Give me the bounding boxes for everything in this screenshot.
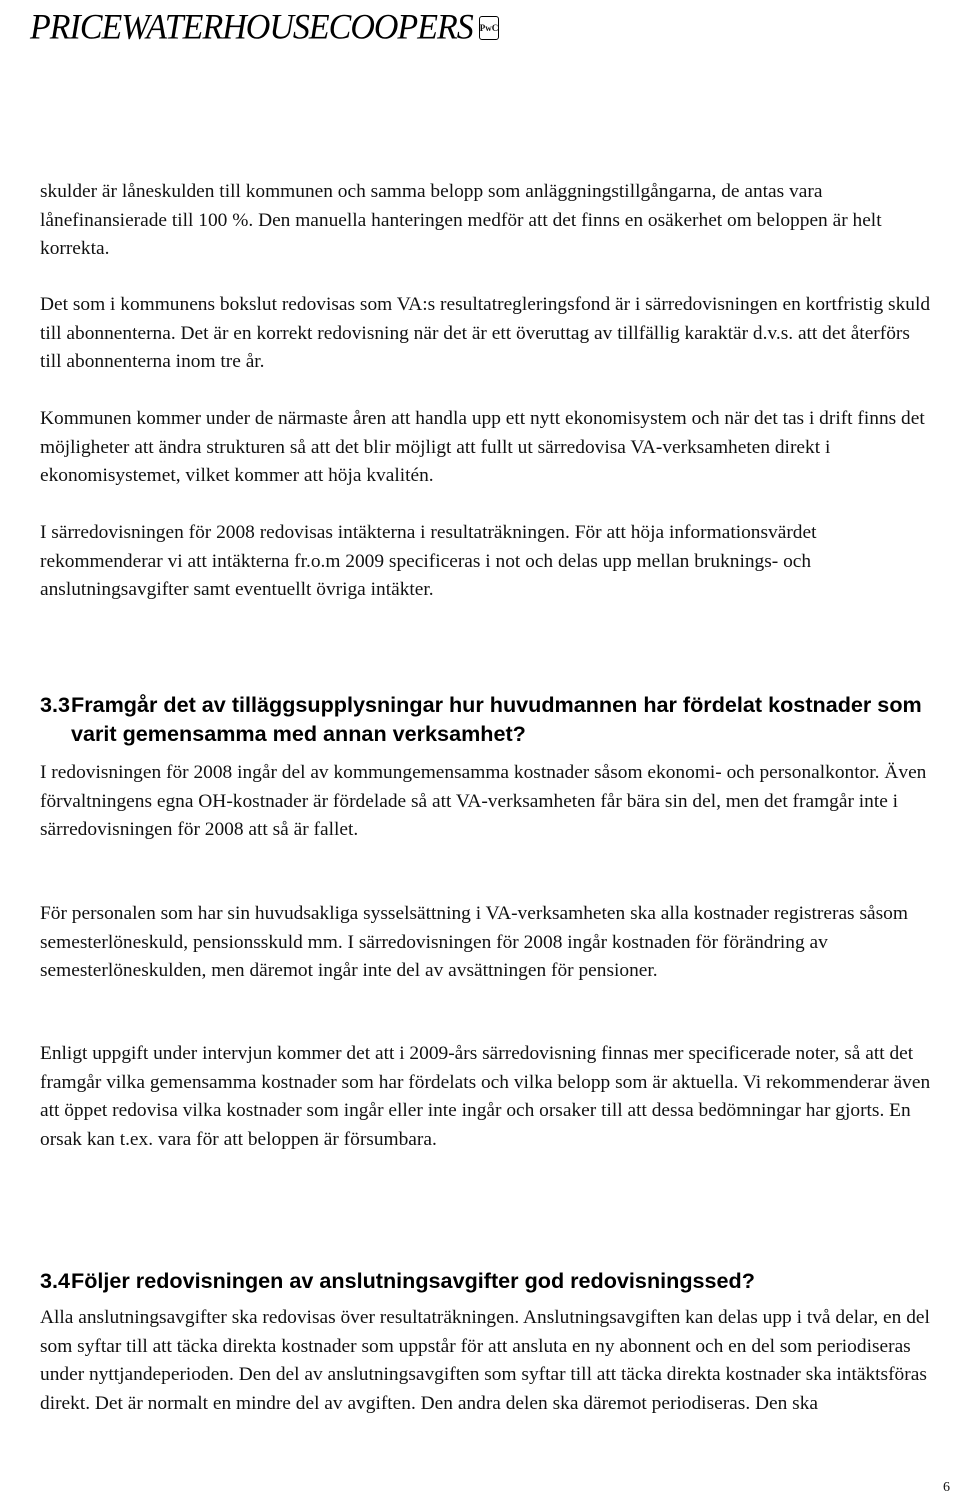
- paragraph-7: Enligt uppgift under intervjun kommer det att i 2009-års särredovisning finnas mer specificerade noter, så att det framgår vilka gemensamma kostnader som har fördelats och vilka belopp som är aktuella. Vi rekommenderar även att öppet redovisa vilka kostnader som ingår eller inte ingår och orsaker till att dessa bedömningar har gjorts. En orsak kan t.ex. vara för att beloppen är försumbara.: [40, 1043, 931, 1150]
- section-number: 3.3: [40, 692, 71, 717]
- section-number: 3.4: [40, 1268, 71, 1293]
- logo-seal-icon: PwC: [479, 16, 500, 40]
- paragraph-5: I redovisningen för 2008 ingår del av kommungemensamma kostnader såsom ekonomi- och personalkontor. Även förvaltningens egna OH-kostnader är fördelade så att VA-verksamheten får bära sin del, men det framgår inte i särredovisningen för 2008 att så är fallet.: [40, 762, 927, 841]
- paragraph-3: Kommunen kommer under de närmaste åren att handla upp ett nytt ekonomisystem och när det tas i drift finns det möjligheter att ändra strukturen så att det blir möjligt att fullt ut särredovisa VA-verksamheten direkt i ekonomisystemet, vilket kommer att höja kvalitén.: [40, 408, 925, 487]
- company-logo: [30, 8, 499, 48]
- section-heading-3-4: [40, 1266, 940, 1295]
- page-number: 6: [943, 1480, 950, 1495]
- section-heading-3-3: [40, 690, 940, 748]
- section-title: Följer redovisningen av anslutningsavgifter god redovisningssed?: [71, 1268, 755, 1293]
- logo-wordmark: PRICEWATERHOUSECOOPERS: [30, 8, 473, 47]
- paragraph-1: skulder är låneskulden till kommunen och samma belopp som anläggningstillgångarna, de antas vara lånefinansierade till 100 %. Den manuella hanteringen medför att det finns en osäkerhet om beloppen är helt korrekta.: [40, 181, 882, 260]
- paragraph-2: Det som i kommunens bokslut redovisas som VA:s resultatregleringsfond är i särredovisningen en kortfristig skuld till abonnenterna. Det är en korrekt redovisning när det är ett överuttag av tillfällig karaktär d.v.s. att det återförs till abonnenterna inom tre år.: [40, 294, 931, 373]
- paragraph-8: Alla anslutningsavgifter ska redovisas över resultaträkningen. Anslutningsavgiften kan delas upp i två delar, en del som syftar till att täcka direkta kostnader som uppstår för att ansluta en ny abonnent och en del som periodiseras under nyttjandeperioden. Den del av anslutningsavgiften som syftar till att täcka direkta kostnader ska intäktsföras direkt. Det är normalt en mindre del av avgiften. Den andra delen ska däremot periodiseras. Den ska: [40, 1307, 930, 1414]
- section-title: Framgår det av tilläggsupplysningar hur huvudmannen har fördelat kostnader som varit gemensamma med annan verksamhet?: [71, 692, 922, 746]
- paragraph-4: I särredovisningen för 2008 redovisas intäkterna i resultaträkningen. För att höja informationsvärdet rekommenderar vi att intäkterna fr.o.m 2009 specificeras i not och delas upp mellan bruknings- och anslutningsavgifter samt eventuellt övriga intäkter.: [40, 522, 817, 601]
- paragraph-6: För personalen som har sin huvudsakliga sysselsättning i VA-verksamheten ska alla kostnader registreras såsom semesterlöneskuld, pensionsskuld mm. I särredovisningen för 2008 ingår kostnaden för förändring av semesterlöneskulden, men däremot ingår inte del av avsättningen för pensioner.: [40, 903, 908, 982]
